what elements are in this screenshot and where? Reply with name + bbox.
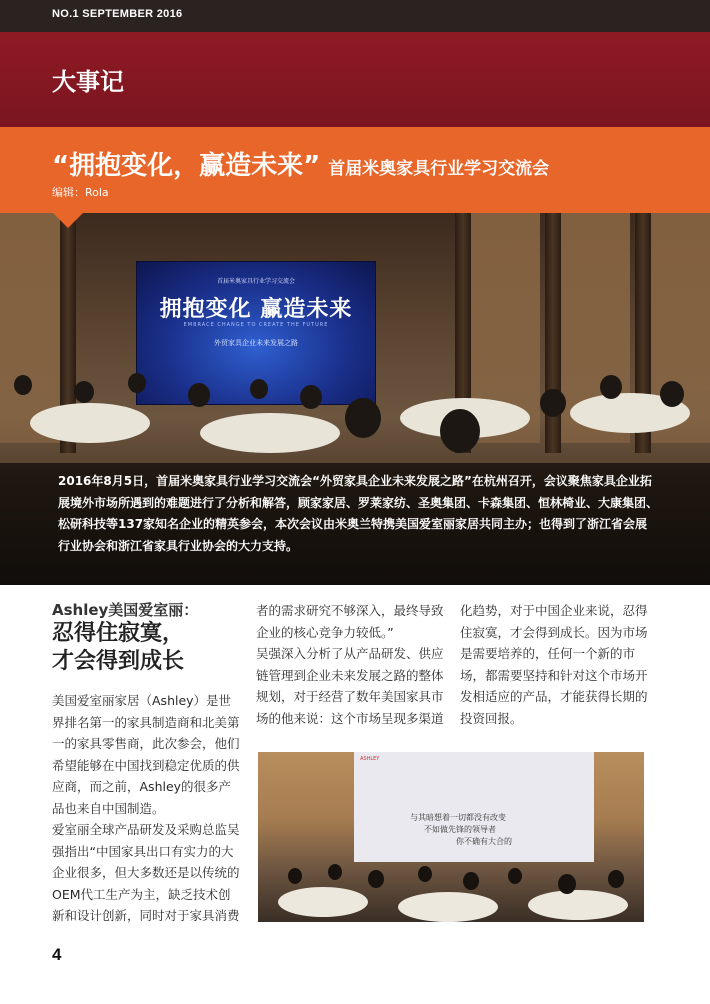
subsection-heading xyxy=(52,620,240,676)
headline-pointer xyxy=(52,212,84,228)
screen-line-2: 不如做先锋的领导者 xyxy=(424,825,496,834)
issue-label: NO.1 SEPTEMBER 2016 xyxy=(52,8,183,20)
column-3 xyxy=(460,600,650,729)
article-headline xyxy=(52,145,549,182)
pillar xyxy=(545,213,561,453)
screen-english: EMBRACE CHANGE TO CREATE THE FUTURE xyxy=(183,322,329,328)
screen-line-1: 与其暗想着一切都没有改变 xyxy=(410,813,506,822)
subsection-kicker: Ashley美国爱室丽： xyxy=(52,601,199,619)
section-title: 大事记 xyxy=(52,68,124,96)
audience-head xyxy=(188,383,210,407)
audience-head xyxy=(128,373,146,393)
article-intro: 2016年8月5日，首届米奥家具行业学习交流会“外贸家具企业未来发展之路”在杭州召开，会议聚焦家具企业拓展境外市场所遇到的难题进行了分析和解答，顾家家居、罗莱家纺、圣奥集团、卡森集团、恒林椅业、大康集团、松研科技等137家知名企业的精英参会，本次会议由米奥兰特携美国爱室丽家居共同主办；也得到了浙江省会展行业协会和浙江省家具行业协会的大力支持。 xyxy=(58,474,659,553)
audience-head xyxy=(74,381,94,403)
screen-subtitle: 外贸家具企业未来发展之路 xyxy=(214,339,298,347)
body-paragraph: 吴强深入分析了从产品研发、供应链管理到企业未来发展之路的整体规划，对于经营了数年美国家具市场的他来说：这个市场呈现多渠道 xyxy=(256,646,444,726)
audience-head xyxy=(608,870,624,888)
body-paragraph: 化趋势，对于中国企业来说，忍得住寂寞，才会得到成长。因为市场是需要培养的，任何一个新的市场，都需要坚持和针对这个市场开发相适应的产品，才能获得长期的投资回报。 xyxy=(460,603,648,726)
column-2 xyxy=(256,600,444,729)
audience-head xyxy=(300,385,322,409)
projection-screen xyxy=(354,752,594,862)
banquet-table xyxy=(278,887,368,917)
audience-head xyxy=(418,866,432,882)
audience-head xyxy=(440,409,480,453)
column-1 xyxy=(52,600,240,927)
audience-head xyxy=(368,870,384,888)
subsection-heading-line1: 忍得住寂寞， xyxy=(52,621,185,646)
audience-head xyxy=(540,389,566,417)
headline-sub: 首届米奥家具行业学习交流会 xyxy=(328,159,550,179)
audience-head xyxy=(463,872,479,890)
audience-head xyxy=(558,874,576,894)
screen-line-3: 你不确有大合的 xyxy=(456,837,512,846)
seminar-photo xyxy=(258,752,644,922)
screen-tag: ASHLEY xyxy=(360,756,380,762)
conference-hero-photo xyxy=(0,213,710,585)
editor-credit: 编辑：Rola xyxy=(52,186,109,199)
audience-head xyxy=(14,375,32,395)
subsection-heading-line2: 才会得到成长 xyxy=(52,649,185,674)
banquet-table xyxy=(30,403,150,443)
headline-main: “拥抱变化，赢造未来” xyxy=(52,151,321,181)
audience-head xyxy=(250,379,268,399)
top-bar xyxy=(0,0,710,32)
banquet-table xyxy=(398,892,498,922)
body-paragraph: 爱室丽全球产品研发及采购总监吴强指出“中国家具出口有实力的大企业很多，但大多数还是以传统的OEM代工生产为主，缺乏技术创新和设计创新，同时对于家具消费 xyxy=(52,822,240,923)
audience-head xyxy=(660,381,684,407)
section-band xyxy=(0,32,710,127)
page-number: 4 xyxy=(52,945,62,964)
banquet-table xyxy=(528,890,628,920)
audience-head xyxy=(508,868,522,884)
audience-head xyxy=(288,868,302,884)
screen-top-text: 首届米奥家具行业学习交流会 xyxy=(216,278,295,285)
screen-title: 拥抱变化 赢造未来 xyxy=(159,297,353,322)
headline-band xyxy=(0,127,710,213)
body-paragraph: 者的需求研究不够深入，最终导致企业的核心竞争力较低。” xyxy=(256,603,444,640)
audience-head xyxy=(600,375,622,399)
audience-head xyxy=(345,398,381,438)
body-paragraph: 美国爱室丽家居（Ashley）是世界排名第一的家具制造商和北美第一的家具零售商，此次参会，他们希望能够在中国找到稳定优质的供应商，而之前，Ashley的很多产品也来自中国制造。 xyxy=(52,693,240,816)
banquet-table xyxy=(200,413,340,453)
audience-head xyxy=(328,864,342,880)
